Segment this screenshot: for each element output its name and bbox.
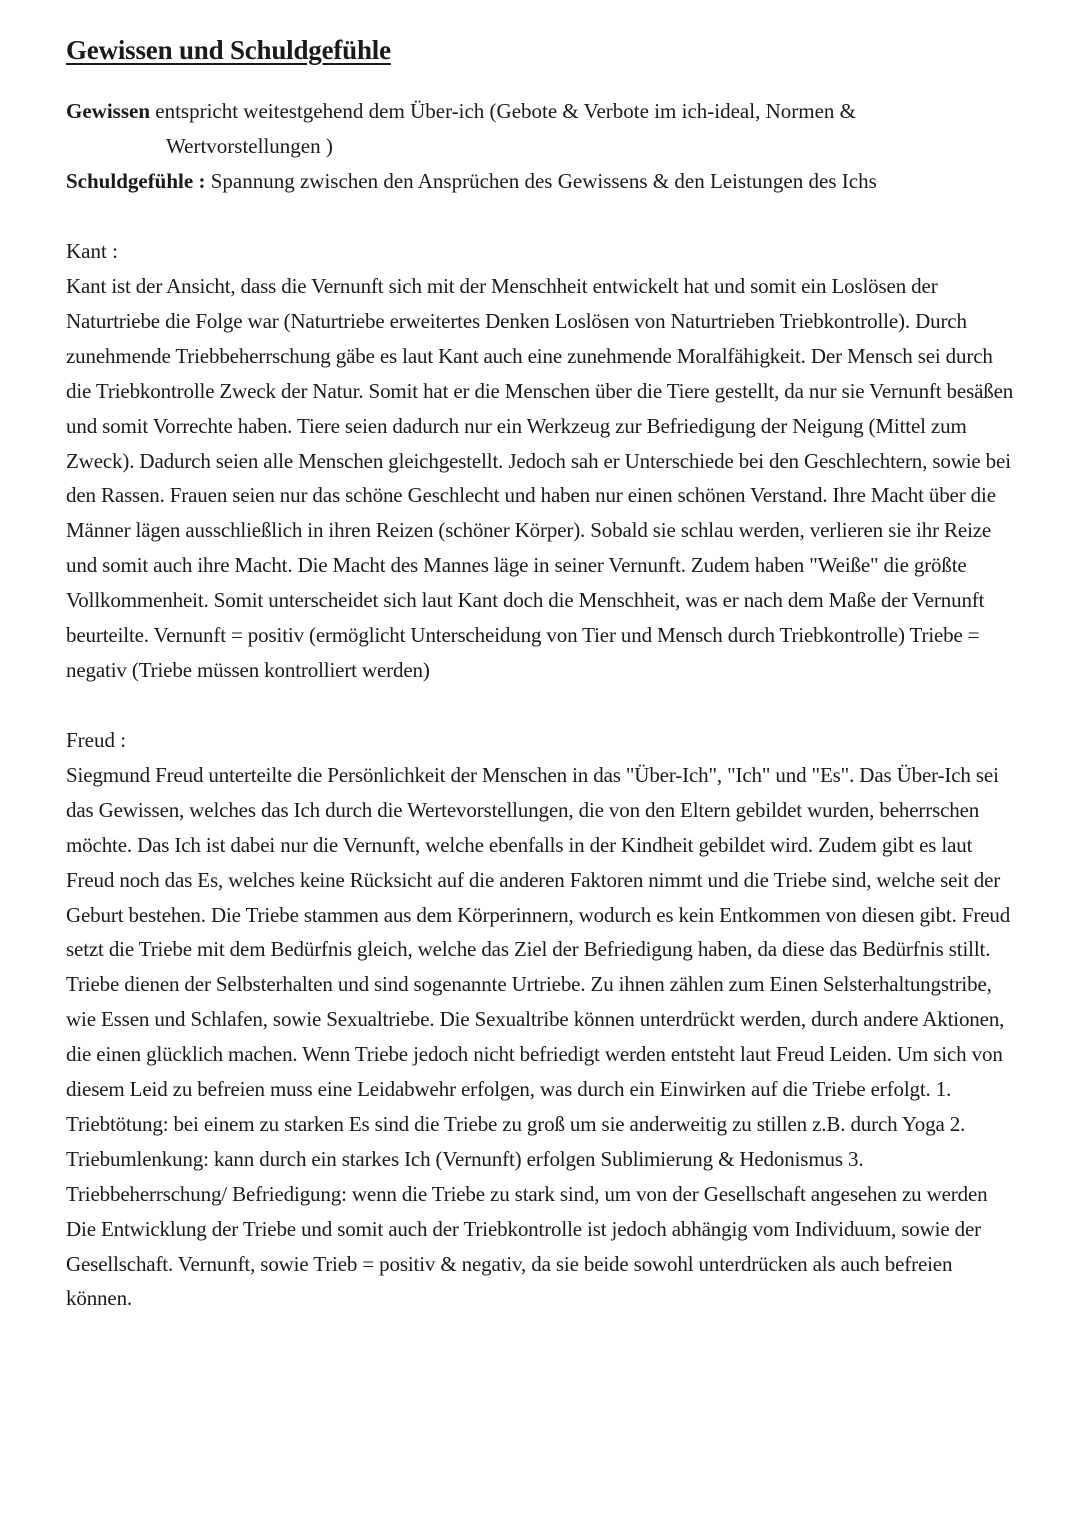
definition-text: Spannung zwischen den Ansprüchen des Gewissens & den Leistungen des Ichs — [205, 169, 877, 193]
definition-term: Gewissen — [66, 99, 150, 123]
definition-schuldgefuehle — [66, 164, 1021, 199]
section-body: Siegmund Freud unterteilte die Persönlichkeit der Menschen in das "Über-Ich", "Ich" und "Es". Das Über-Ich sei das Gewissen, welches das Ich durch die Wertevorstellungen, die von den Eltern gebildet wurden, beherrschen möchte. Das Ich ist dabei nur die Vernunft, welche ebenfalls in der Kindheit gebildet wird. Zudem gibt es laut Freud noch das Es, welches keine Rücksicht auf die anderen Faktoren nimmt und die Triebe sind, welche seit der Geburt bestehen. Die Triebe stammen aus dem Körperinnern, wodurch es kein Entkommen von diesen gibt. Freud setzt die Triebe mit dem Bedürfnis gleich, welche das Ziel der Befriedigung haben, da diese das Bedürfnis stillt. Triebe dienen der Selbsterhalten und sind sogenannte Urtriebe. Zu ihnen zählen zum Einen Selsterhaltungstribe, wie Essen und Schlafen, sowie Sexualtriebe. Die Sexualtribe können unterdrückt werden, durch andere Aktionen, die einen glücklich machen. Wenn Triebe jedoch nicht befriedigt werden entsteht laut Freud Leiden. Um sich von diesem Leid zu befreien muss eine Leidabwehr erfolgen, was durch ein Einwirken auf die Triebe erfolgt. 1. Triebtötung: bei einem zu starken Es sind die Triebe zu groß um sie anderweitig zu stillen z.B. durch Yoga 2. Triebumlenkung: kann durch ein starkes Ich (Vernunft) erfolgen Sublimierung & Hedonismus 3. Triebbeherrschung/ Befriedigung: wenn die Triebe zu stark sind, um von der Gesellschaft angesehen zu werden Die Entwicklung der Triebe und somit auch der Triebkontrolle ist jedoch abhängig vom Individuum, sowie der Gesellschaft. Vernunft, sowie Trieb = positiv & negativ, da sie beide sowohl unterdrücken als auch befreien können. — [66, 762, 1011, 1311]
definition-continuation: Wertvorstellungen ) — [166, 134, 333, 158]
section-heading: Kant : — [66, 239, 118, 263]
definition-text: entspricht weitestgehend dem Über-ich (Gebote & Verbote im ich-ideal, Normen & — [150, 99, 856, 123]
section-kant — [66, 234, 1021, 688]
definition-gewissen — [66, 94, 1021, 129]
section-body: Kant ist der Ansicht, dass die Vernunft sich mit der Menschheit entwickelt hat und somit ein Loslösen der Naturtriebe die Folge war (Naturtriebe erweitertes Denken Loslösen von Naturtrieben Triebkontrolle). Durch zunehmende Triebbeherrschung gäbe es laut Kant auch eine zunehmende Moralfähigkeit. Der Mensch sei durch die Triebkontrolle Zweck der Natur. Somit hat er die Menschen über die Tiere gestellt, da nur sie Vernunft besäßen und somit Vorrechte haben. Tiere seien dadurch nur ein Werkzeug zur Befriedigung der Neigung (Mittel zum Zweck). Dadurch seien alle Menschen gleichgestellt. Jedoch sah er Unterschiede bei den Geschlechtern, sowie bei den Rassen. Frauen seien nur das schöne Geschlecht und haben nur einen schönen Verstand. Ihre Macht über die Männer lägen ausschließlich in ihren Reizen (schöner Körper). Sobald sie schlau werden, verlieren sie ihr Reize und somit auch ihre Macht. Die Macht des Mannes läge in seiner Vernunft. Zudem haben "Weiße" die größte Vollkommenheit. Somit unterscheidet sich laut Kant doch die Menschheit, was er nach dem Maße der Vernunft beurteilte. Vernunft = positiv (ermöglicht Unterscheidung von Tier und Mensch durch Triebkontrolle) Triebe = negativ (Triebe müssen kontrolliert werden) — [66, 274, 1014, 682]
definitions — [66, 94, 1021, 199]
definition-term: Schuldgefühle : — [66, 169, 206, 193]
section-freud — [66, 723, 1021, 1317]
document-page — [66, 30, 1021, 1316]
page-title: Gewissen und Schuldgefühle — [66, 35, 391, 65]
section-heading: Freud : — [66, 727, 127, 752]
